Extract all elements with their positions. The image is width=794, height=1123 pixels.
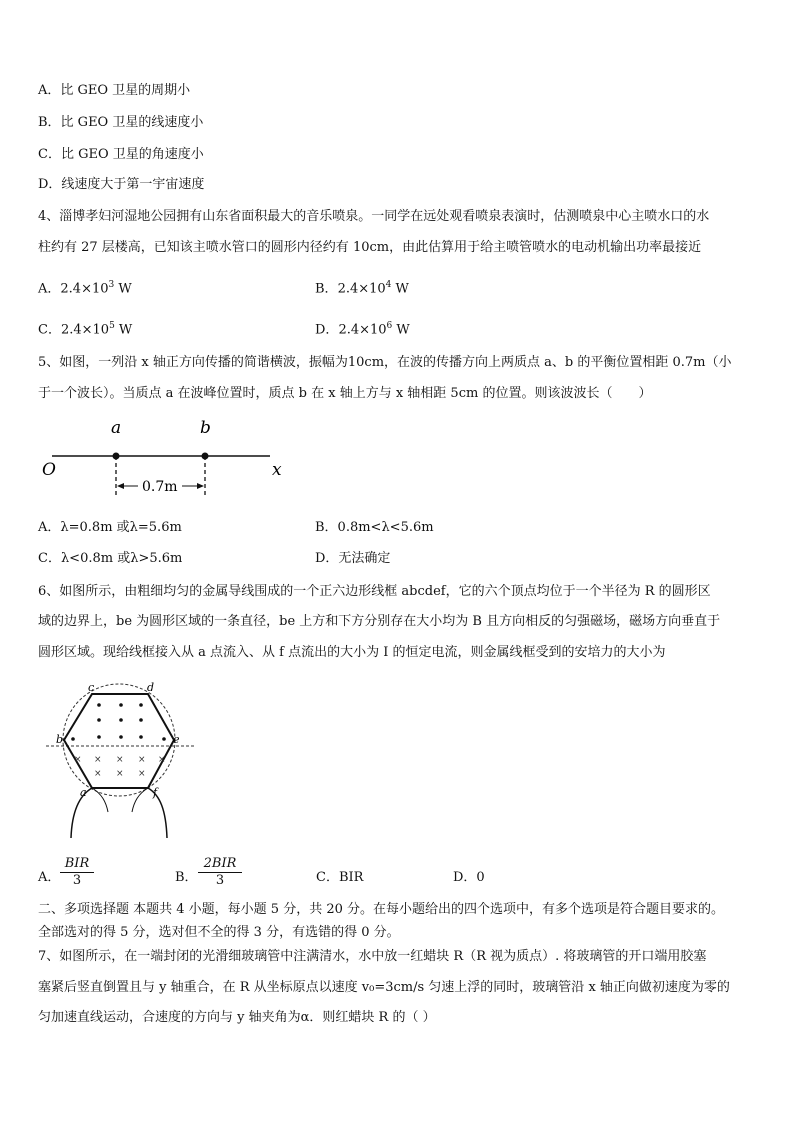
q6-hexagon-figure	[40, 680, 200, 840]
svg-text:×: ×	[94, 755, 102, 765]
lead-wire-right	[148, 788, 167, 838]
q7-stem-line3: 匀加速直线运动，合速度的方向与 y 轴夹角为α．则红蜡块 R 的（ ）	[38, 1010, 436, 1025]
point-b-label: b	[200, 418, 211, 438]
q5-option-b: B．0.8m<λ<5.6m	[315, 520, 434, 535]
upper-field-dots	[71, 703, 166, 741]
q3-option-c: C．比 GEO 卫星的角速度小	[38, 147, 204, 162]
q6-stem-line1: 6、如图所示，由粗细均匀的金属导线围成的一个正六边形线框 abcdef，它的六个顶点均位于一个半径为 R 的圆形区	[38, 584, 711, 599]
vertex-b-label: b	[56, 733, 64, 746]
q6-option-a-label: A．	[38, 870, 61, 885]
svg-text:×: ×	[116, 769, 124, 779]
distance-label: 0.7m	[142, 479, 178, 495]
q3-option-b: B．比 GEO 卫星的线速度小	[38, 115, 204, 130]
section2-heading-line1: 二、多项选择题 本题共 4 小题，每小题 5 分，共 20 分。在每小题给出的四个选项中，有多个选项是符合题目要求的。	[38, 902, 725, 917]
field-circle	[63, 684, 175, 796]
q5-wave-figure	[30, 412, 300, 508]
q3-option-d: D．线速度大于第一宇宙速度	[38, 177, 205, 192]
svg-text:×: ×	[158, 755, 166, 765]
vertex-c-label: c	[88, 681, 95, 694]
svg-text:×: ×	[138, 755, 146, 765]
section2-heading-line2: 全部选对的得 5 分，选对但不全的得 3 分，有选错的得 0 分。	[38, 925, 400, 940]
svg-text:×: ×	[74, 755, 82, 765]
q5-stem-line1: 5、如图，一列沿 x 轴正方向传播的简谐横波，振幅为10cm，在波的传播方向上两质点 a、b 的平衡位置相距 0.7m（小	[38, 355, 732, 370]
origin-label: O	[42, 460, 56, 480]
q5-option-d: D．无法确定	[315, 551, 391, 566]
q4-option-a: A．$2.4\times 10^3$ W	[38, 280, 132, 297]
vertex-d-label: d	[147, 681, 155, 694]
q6-option-b-fraction: 2BIR 3	[198, 856, 242, 889]
svg-text:×: ×	[138, 769, 146, 779]
vertex-e-label: e	[173, 733, 180, 746]
vertex-a-label: a	[80, 786, 87, 799]
q6-option-a-fraction: BIR 3	[60, 856, 94, 889]
svg-text:×: ×	[94, 769, 102, 779]
q4-option-c: C．$2.4\times 10^5$ W	[38, 321, 133, 338]
q6-stem-line2: 域的边界上，be 为圆形区域的一条直径，be 上方和下方分别存在大小均为 B 且方向相反的匀强磁场，磁场方向垂直于	[38, 614, 721, 629]
axis-label: x	[272, 460, 282, 480]
q4-stem-line2: 柱约有 27 层楼高，已知该主喷水管口的圆形内径约有 10cm，由此估算用于给主喷管喷水的电动机输出功率最接近	[38, 240, 702, 255]
q5-stem-line2: 于一个波长）。当质点 a 在波峰位置时，质点 b 在 x 轴上方与 x 轴相距 5cm 的位置。则该波波长（ ）	[38, 386, 652, 401]
vertex-f-label: f	[153, 786, 158, 799]
q7-stem-line1: 7、如图所示，在一端封闭的光滑细玻璃管中注满清水，水中放一红蜡块 R（R 视为质点）. 将玻璃管的开口端用胶塞	[38, 949, 707, 964]
q4-stem-line1: 4、淄博孝妇河湿地公园拥有山东省面积最大的音乐喷泉。一同学在远处观看喷泉表演时，估测喷泉中心主喷水口的水	[38, 209, 710, 224]
q6-option-c: C．BIR	[316, 870, 364, 885]
q4-option-d: D．$2.4\times 10^6$ W	[315, 321, 410, 338]
svg-text:×: ×	[116, 755, 124, 765]
q6-stem-line3: 圆形区域。现给线框接入从 a 点流入、从 f 点流出的大小为 I 的恒定电流，则金属线框受到的安培力的大小为	[38, 645, 666, 660]
lower-field-crosses	[74, 755, 166, 779]
q5-option-a: A．λ=0.8m 或λ=5.6m	[38, 520, 182, 535]
q4-option-b: B．$2.4\times 10^4$ W	[315, 280, 409, 297]
point-a-label: a	[111, 418, 122, 438]
q5-option-c: C．λ<0.8m 或λ>5.6m	[38, 551, 183, 566]
q6-option-b-label: B．	[175, 870, 198, 885]
q6-option-d: D．0	[453, 870, 485, 885]
q7-stem-line2: 塞紧后竖直倒置且与 y 轴重合，在 R 从坐标原点以速度 v₀=3cm/s 匀速上浮的同时，玻璃管沿 x 轴正向做初速度为零的	[38, 980, 730, 995]
q3-option-a: A．比 GEO 卫星的周期小	[38, 83, 191, 98]
